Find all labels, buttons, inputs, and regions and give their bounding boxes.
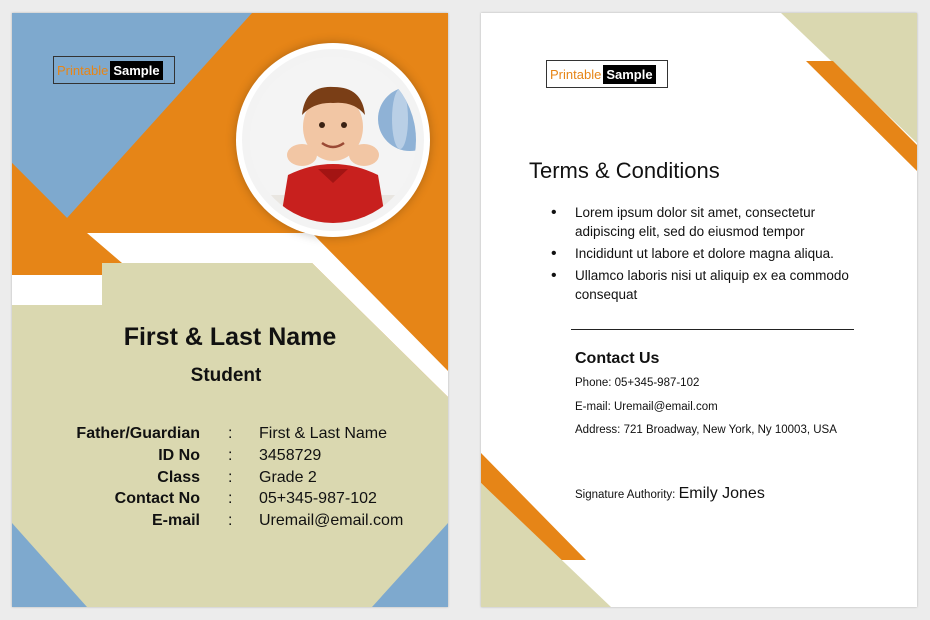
info-row-id bbox=[12, 447, 448, 469]
info-label: E-mail bbox=[151, 512, 200, 530]
info-value: Grade 2 bbox=[259, 468, 317, 486]
student-name: First & Last Name bbox=[123, 323, 337, 351]
terms-text: Ullamco laboris nisi ut aliquip ex ea commodo consequat bbox=[575, 268, 849, 302]
contact-address: Address: 721 Broadway, New York, Ny 10003, USA bbox=[575, 424, 837, 436]
terms-text: Lorem ipsum dolor sit amet, consectetur adipiscing elit, sed do eiusmod tempor bbox=[575, 205, 816, 239]
info-separator: : bbox=[228, 425, 233, 442]
info-separator: : bbox=[228, 446, 233, 464]
terms-text: Incididunt ut labore et dolore magna aliqua. bbox=[575, 246, 834, 261]
info-label: Class bbox=[157, 468, 200, 486]
bullet-icon: • bbox=[551, 245, 557, 262]
info-row-contact bbox=[12, 490, 448, 512]
info-value: 05+345-987-102 bbox=[259, 490, 377, 508]
logo-text-printable: Printable bbox=[550, 66, 602, 82]
student-info-table bbox=[12, 425, 448, 534]
brand-logo bbox=[546, 60, 668, 88]
logo-text-sample: Sample bbox=[603, 65, 655, 84]
signature-name: Emily Jones bbox=[678, 485, 765, 502]
info-separator: : bbox=[228, 512, 233, 530]
bullet-icon: • bbox=[551, 204, 557, 221]
info-row-class bbox=[12, 469, 448, 491]
signature-line bbox=[575, 485, 765, 503]
logo-text-sample: Sample bbox=[110, 61, 162, 80]
info-value: Uremail@email.com bbox=[259, 512, 404, 530]
student-photo-icon bbox=[250, 57, 416, 223]
bullet-icon: • bbox=[551, 267, 557, 284]
logo-text-printable: Printable bbox=[57, 62, 109, 78]
list-item bbox=[551, 203, 861, 241]
contact-email: E-mail: Uremail@email.com bbox=[575, 401, 718, 413]
info-label: Contact No bbox=[114, 490, 200, 508]
divider bbox=[571, 329, 854, 330]
info-value: 3458729 bbox=[259, 446, 322, 464]
info-value: First & Last Name bbox=[259, 425, 388, 442]
signature-label: Signature Authority: bbox=[575, 489, 676, 501]
list-item bbox=[551, 266, 861, 304]
terms-list bbox=[551, 203, 861, 307]
terms-title: Terms & Conditions bbox=[529, 158, 720, 183]
info-row-email bbox=[12, 512, 448, 534]
student-photo bbox=[250, 57, 416, 223]
info-row-guardian bbox=[12, 425, 448, 447]
info-label: Father/Guardian bbox=[76, 425, 200, 442]
brand-logo bbox=[53, 56, 175, 84]
info-separator: : bbox=[228, 490, 233, 508]
back-background-shapes bbox=[481, 13, 917, 607]
list-item bbox=[551, 244, 861, 263]
contact-phone: Phone: 05+345-987-102 bbox=[575, 377, 700, 389]
id-card-back bbox=[481, 13, 917, 607]
info-label: ID No bbox=[158, 446, 200, 464]
id-card-front bbox=[12, 13, 448, 607]
info-separator: : bbox=[228, 468, 233, 486]
student-role: Student bbox=[190, 365, 262, 386]
contact-title: Contact Us bbox=[575, 350, 660, 367]
